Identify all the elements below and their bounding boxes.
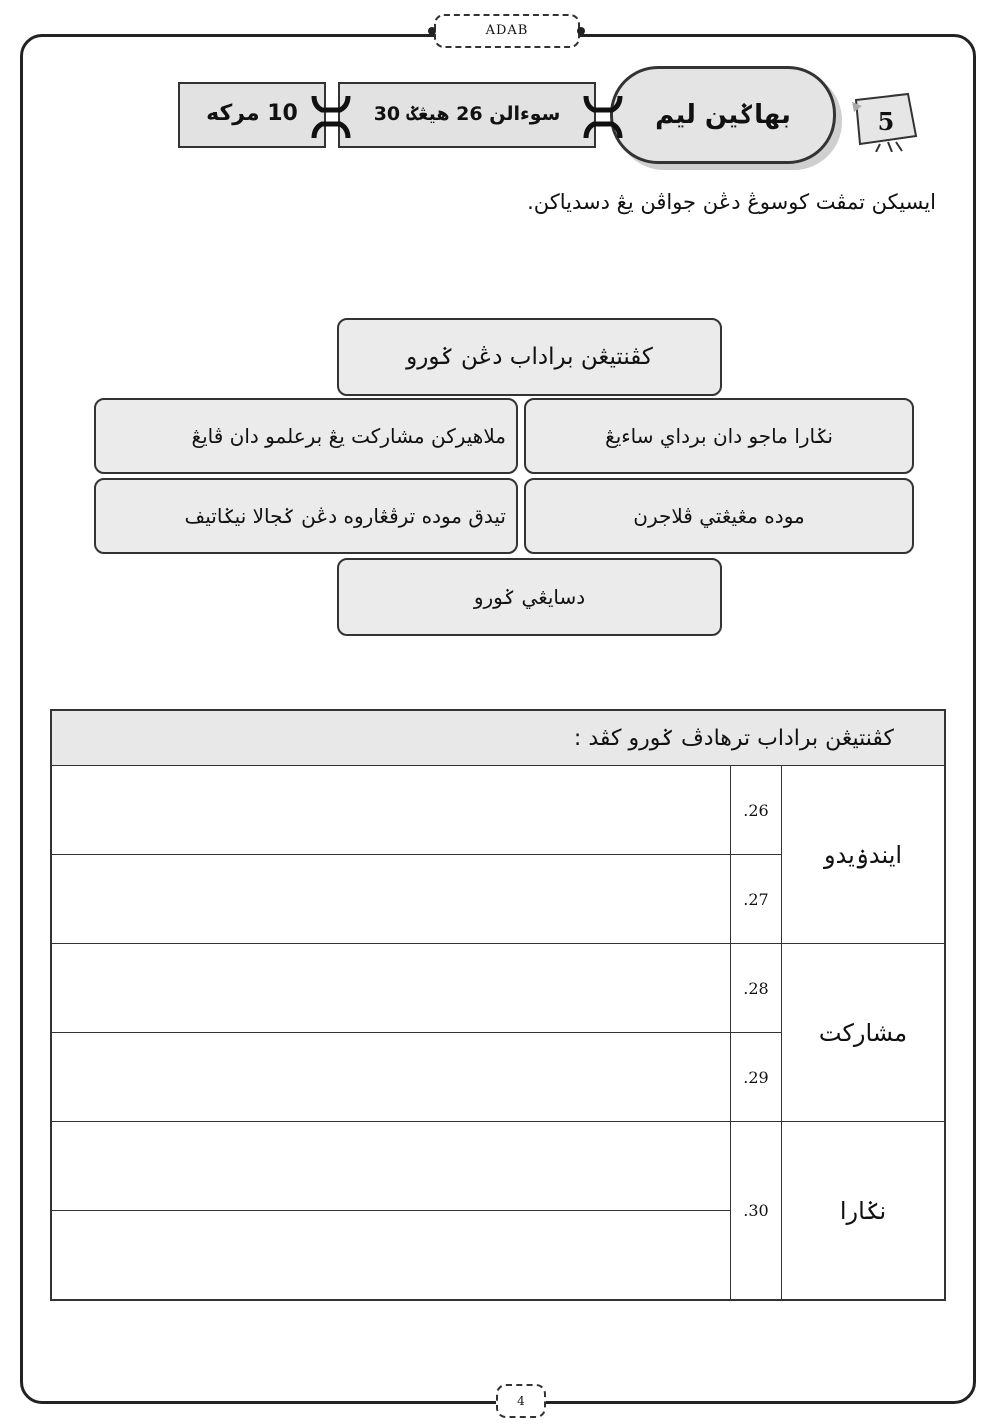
link-connector-icon bbox=[308, 92, 354, 142]
link-connector-icon bbox=[580, 92, 626, 142]
question-number: .29 bbox=[731, 1033, 782, 1122]
option-box: دسايڠي ݢورو bbox=[337, 558, 722, 636]
question-number: .27 bbox=[731, 855, 782, 944]
table-header-row bbox=[51, 710, 945, 766]
option-box: نݢارا ماجو دان برداي ساءيڠ bbox=[524, 398, 914, 474]
table-row bbox=[51, 944, 945, 1033]
number-badge-icon bbox=[850, 92, 922, 152]
category-label: ايندۏيدو bbox=[782, 766, 946, 944]
option-box-title: کڤنتيڠن براداب دڠن ݢورو bbox=[337, 318, 722, 396]
question-number: .26 bbox=[731, 766, 782, 855]
table-header: کڤنتيڠن براداب ترهادڤ ݢورو کڤد : bbox=[51, 710, 945, 766]
table-row bbox=[51, 1122, 945, 1211]
option-box: موده مڠيڠتي ڤلاجرن bbox=[524, 478, 914, 554]
tab-dot-right bbox=[577, 27, 585, 35]
answer-blank-26[interactable] bbox=[51, 766, 731, 855]
answer-blank-29[interactable] bbox=[51, 1033, 731, 1122]
questions-range: سوءالن 26 هيڠݢ 30 bbox=[338, 82, 596, 148]
option-box: ملاهيرکن مشارکت يڠ برعلمو دان ڤايڠ bbox=[94, 398, 518, 474]
category-label: نݢارا bbox=[782, 1122, 946, 1301]
marks-label: 10 مرکه bbox=[178, 82, 326, 148]
header-tab: ADAB bbox=[434, 14, 580, 48]
answer-blank-27[interactable] bbox=[51, 855, 731, 944]
option-box: تيدق موده ترڤڠاروه دڠن ݢجالا نيݢاتيف bbox=[94, 478, 518, 554]
instruction-text: ايسيکن تمڤت کوسوڠ دڠن جواڤن يڠ دسدياکن. bbox=[527, 190, 936, 214]
answer-table bbox=[50, 709, 946, 1301]
tab-dot-left bbox=[428, 27, 436, 35]
category-label: مشارکت bbox=[782, 944, 946, 1122]
answer-blank-30a[interactable] bbox=[51, 1122, 731, 1211]
section-title: بهاݢين ليم bbox=[610, 66, 836, 164]
answer-blank-30b[interactable] bbox=[51, 1211, 731, 1301]
question-number: .28 bbox=[731, 944, 782, 1033]
page-number: 4 bbox=[496, 1384, 546, 1418]
question-number: .30 bbox=[731, 1122, 782, 1301]
table-row bbox=[51, 766, 945, 855]
answer-blank-28[interactable] bbox=[51, 944, 731, 1033]
section-number: 5 bbox=[877, 107, 895, 136]
